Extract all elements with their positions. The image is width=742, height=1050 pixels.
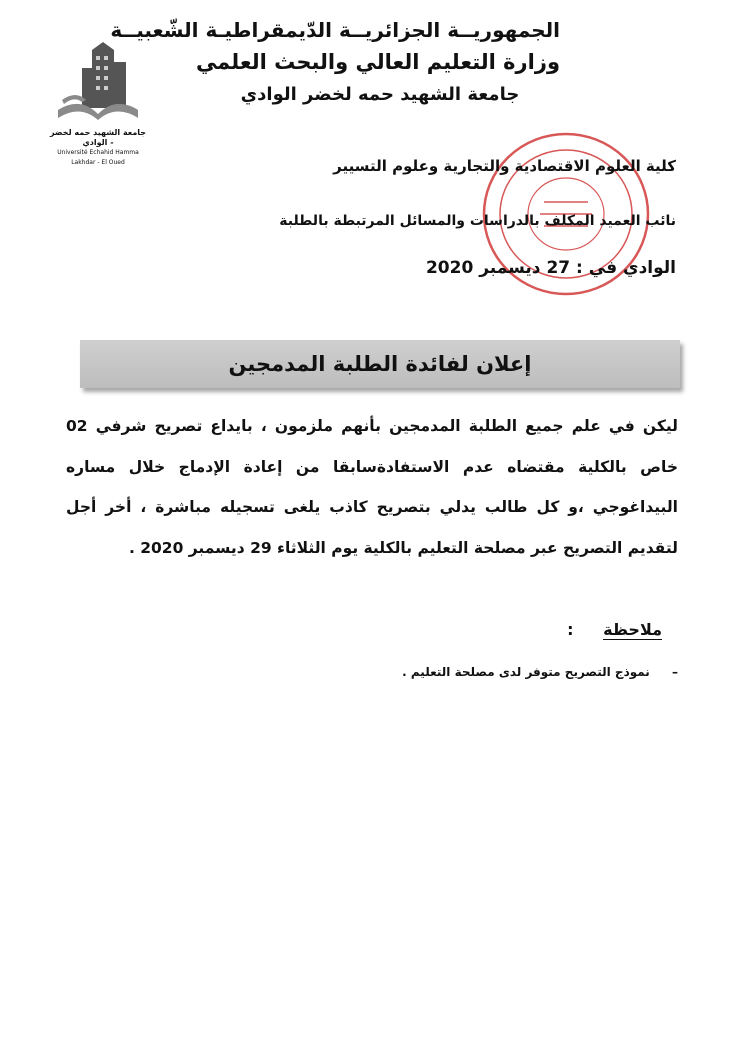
republic-heading [110, 18, 560, 42]
logo-roof [92, 42, 114, 50]
note-item-text: نموذج التصريح متوفر لدى مصلحة التعليم . [402, 665, 650, 679]
logo-building [82, 42, 126, 108]
note-list-item [402, 665, 678, 679]
vice-dean-title: نائب العميد المكلف بالدراسات والمسائل المرتبطة بالطلبة [279, 213, 676, 229]
document-date: الوادي في : 27 ديسمبر 2020 [425, 258, 676, 278]
logo-right-wing [112, 62, 126, 108]
logo-left-wing [82, 68, 94, 108]
ministry-heading [195, 50, 560, 74]
logo-caption-arabic: جامعة الشهيد حمه لخضر - الوادي [49, 128, 147, 147]
announcement-title: إعلان لفائدة الطلبة المدمجين [228, 352, 532, 376]
note-heading [567, 620, 662, 639]
republic-text: الجمهوريــة الجزائريــة الدّيمقراطيـة الشّعبيــة [110, 18, 560, 42]
university-text: جامعة الشهيد حمه لخضر الوادي [240, 84, 520, 105]
announcement-title-bar [80, 340, 680, 388]
university-heading [200, 84, 560, 105]
note-colon: : [567, 620, 574, 639]
note-bullet-dash: – [672, 665, 678, 679]
logo-caption [48, 128, 148, 168]
note-label: ملاحظة [603, 620, 662, 639]
announcement-body: ليكن في علم جميع الطلبة المدمجين بأنهم ملزمون ، بايداع تصريح شرفي 02 خاص بالكلية مقتضاه عدم الاستفادةسابقا من إعادة الإدماج خلال مساره البيداغوجي ،و كل طالب يدلي بتصريح كاذب يلغى تسجيله مباشرة ، أخر أجل لتقديم التصريح عبر مصلحة التعليم بالكلية يوم الثلاثاء 29 ديسمبر 2020 . [66, 417, 678, 557]
logo-caption-latin: Université Echahid Hamma Lakhdar - El Oued [57, 149, 139, 166]
ministry-text: وزارة التعليم العالي والبحث العلمي [195, 50, 560, 74]
logo-tower [92, 50, 114, 108]
faculty-name: كلية العلوم الاقتصادية والتجارية وعلوم التسيير [333, 157, 676, 175]
